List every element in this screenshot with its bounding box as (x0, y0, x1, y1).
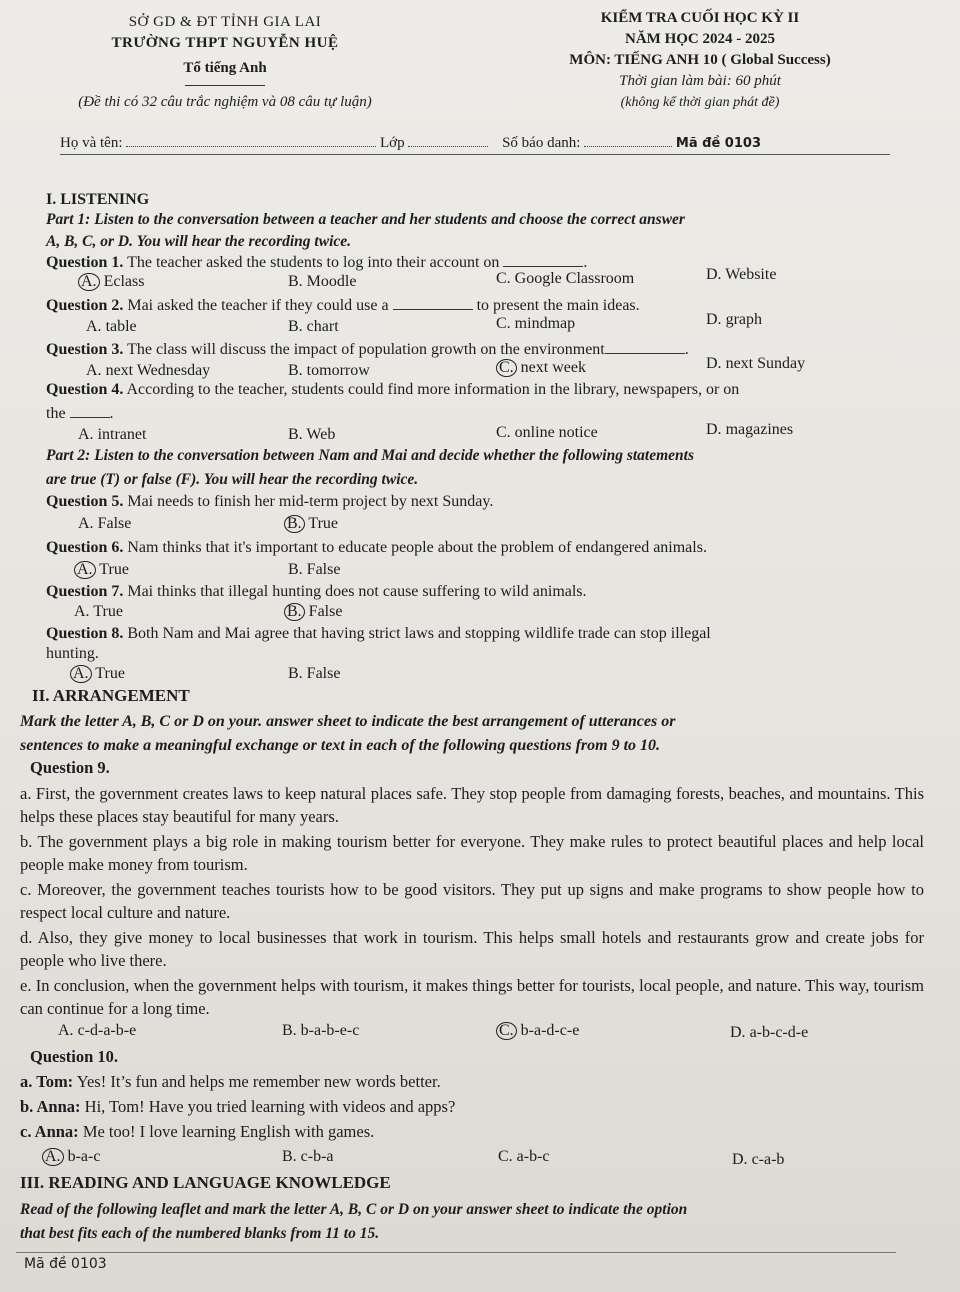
q7-option-a[interactable]: A. True (74, 603, 123, 620)
footer-exam-code: Mã đề 0103 (24, 1256, 107, 1272)
name-label: Họ và tên: (60, 135, 123, 151)
header-divider (185, 85, 265, 86)
arrangement-instruction-2: sentences to make a meaningful exchange or text in each of the following questions from 9 to 10. (20, 737, 661, 754)
q10-option-d[interactable]: D. c-a-b (732, 1151, 785, 1168)
school-name: TRƯỜNG THPT NGUYỄN HUỆ (111, 35, 339, 51)
reading-instruction-1: Read of the following leaflet and mark the letter A, B, C or D on your answer sheet to indicate the option (20, 1201, 688, 1218)
q6-option-a[interactable]: A. True (74, 561, 129, 579)
header-left (60, 12, 390, 113)
question-7: Question 7. Mai thinks that illegal hunting does not cause suffering to wild animals. (46, 583, 587, 600)
department: SỞ GD & ĐT TỈNH GIA LAI (128, 14, 322, 30)
q10-label: Question 10. (30, 1047, 119, 1066)
q1-option-a[interactable]: A. Eclass (78, 273, 144, 291)
q4-label: Question 4. (46, 381, 124, 398)
q4-option-b[interactable]: B. Web (288, 426, 336, 443)
arrangement-instruction-1: Mark the letter A, B, C or D on your. answer sheet to indicate the best arrangement of utterances or (20, 713, 676, 730)
section-arrangement-title: II. ARRANGEMENT (32, 686, 190, 705)
q2-option-a[interactable]: A. table (86, 318, 137, 335)
q9-option-c[interactable]: C. b-a-d-c-e (496, 1022, 579, 1040)
question-5: Question 5. Mai needs to finish her mid-term project by next Sunday. (46, 493, 494, 510)
q4-text: According to the teacher, students could find more information in the library, newspapers, or on (126, 381, 740, 398)
q9-option-b[interactable]: B. b-a-b-e-c (282, 1022, 360, 1039)
q3-option-d[interactable]: D. next Sunday (706, 355, 806, 372)
q2-option-b[interactable]: B. chart (288, 318, 339, 335)
q10-option-b[interactable]: B. c-b-a (282, 1148, 334, 1165)
header-right (490, 8, 910, 113)
time-note: (không kể thời gian phát đề) (620, 95, 780, 110)
exam-code: Mã đề 0103 (675, 136, 761, 151)
q1-option-d[interactable]: D. Website (706, 266, 777, 283)
id-field[interactable] (584, 134, 672, 147)
q3-option-c[interactable]: C. next week (496, 359, 586, 377)
q4-option-c[interactable]: C. online notice (496, 424, 598, 441)
q3-label: Question 3. (46, 341, 124, 358)
q9-option-d[interactable]: D. a-b-c-d-e (730, 1024, 809, 1041)
q2-text: Mai asked the teacher if they could use a (127, 297, 389, 314)
question-3: Question 3. The class will discuss the impact of population growth on the environment . (46, 341, 689, 358)
q9-label: Question 9. (30, 758, 110, 777)
footer-divider (16, 1252, 896, 1253)
q9-sentence-d: d. Also, they give money to local businesses that work in tourism. This helps small hotels and restaurants grow and create jobs for people who live there. (20, 928, 924, 970)
q10-line-a: a. Tom: Yes! It’s fun and helps me remember new words better. (20, 1072, 441, 1091)
reading-instruction-2: that best fits each of the numbered blanks from 11 to 15. (20, 1225, 380, 1242)
q4-option-a[interactable]: A. intranet (78, 426, 147, 443)
question-8: Question 8. Both Nam and Mai agree that having strict laws and stopping wildlife trade can stop illegal (46, 625, 711, 642)
question-4 (46, 380, 922, 400)
q8-option-a[interactable]: A. True (70, 665, 125, 683)
student-info-line (60, 134, 890, 155)
q10-line-b: b. Anna: Hi, Tom! Have you tried learning with videos and apps? (20, 1097, 456, 1116)
q3-text: The class will discuss the impact of population growth on the environment (127, 341, 605, 358)
q9-sentence-c: c. Moreover, the government teaches tourists how to be good visitors. They put up signs and make programs to show people how to respect local culture and nature. (20, 880, 924, 922)
part2-instruction-2: are true (T) or false (F). You will hear the recording twice. (46, 471, 419, 488)
exam-title: KIỂM TRA CUỐI HỌC KỲ II (600, 10, 800, 26)
student-info (60, 134, 890, 155)
part1-instruction-1: Part 1: Listen to the conversation between a teacher and her students and choose the correct answer (46, 211, 685, 228)
q1-option-b[interactable]: B. Moodle (288, 273, 357, 290)
q3-blank (605, 341, 685, 354)
name-field[interactable] (126, 134, 376, 147)
q9-sentence-b: b. The government plays a big role in making tourism better for everyone. They make rules to protect beautiful places and help local people make money from tourism. (20, 832, 924, 874)
q4-option-d[interactable]: D. magazines (706, 421, 794, 438)
subject: MÔN: TIẾNG ANH 10 ( Global Success) (569, 52, 831, 68)
question-1: Question 1. The teacher asked the students to log into their account on . (46, 254, 588, 271)
q4-blank (70, 405, 110, 418)
q1-label: Question 1. (46, 254, 124, 271)
q2-option-c[interactable]: C. mindmap (496, 315, 576, 332)
section-reading-title: III. READING AND LANGUAGE KNOWLEDGE (20, 1173, 391, 1192)
q5-option-a[interactable]: A. False (78, 515, 132, 532)
q3-option-a[interactable]: A. next Wednesday (86, 362, 211, 379)
q6-option-b[interactable]: B. False (288, 561, 341, 578)
q2-label: Question 2. (46, 297, 124, 314)
q2-blank (393, 297, 473, 310)
exam-structure-note: (Đề thi có 32 câu trắc nghiệm và 08 câu tự luận) (78, 94, 372, 110)
q10-line-c: c. Anna: Me too! I love learning English with games. (20, 1122, 375, 1141)
school-year: NĂM HỌC 2024 - 2025 (625, 31, 775, 47)
class-field[interactable] (408, 134, 488, 147)
q10-option-c[interactable]: C. a-b-c (498, 1148, 550, 1165)
group-name: Tổ tiếng Anh (183, 60, 267, 76)
q7-option-b[interactable]: B. False (284, 603, 342, 621)
q9-sentence-a: a. First, the government creates laws to keep natural places safe. They stop people from damaging forests, beaches, and mountains. This helps these places stay beautiful for many years. (20, 784, 924, 826)
section-listening-title: I. LISTENING (46, 191, 150, 208)
time-limit: Thời gian làm bài: 60 phút (619, 73, 781, 89)
question-6: Question 6. Nam thinks that it's important to educate people about the problem of endangered animals. (46, 539, 707, 556)
q10-option-a[interactable]: A. b-a-c (42, 1148, 100, 1166)
q1-option-c[interactable]: C. Google Classroom (496, 270, 635, 287)
q9-sentence-e: e. In conclusion, when the government helps with tourism, it makes things better for tourists, local people, and nature. This way, tourism can continue for a long time. (20, 976, 924, 1018)
question-2: Question 2. Mai asked the teacher if they could use a to present the main ideas. (46, 297, 640, 314)
q2-option-d[interactable]: D. graph (706, 311, 762, 328)
question-8-cont: hunting. (46, 645, 99, 662)
q8-option-b[interactable]: B. False (288, 665, 341, 682)
question-4-cont: the . (46, 405, 114, 422)
q3-option-b[interactable]: B. tomorrow (288, 362, 370, 379)
q5-option-b[interactable]: B. True (284, 515, 338, 533)
part2-instruction-1: Part 2: Listen to the conversation between Nam and Mai and decide whether the following statements (46, 447, 694, 464)
class-label: Lớp (379, 135, 405, 151)
part1-instruction-2: A, B, C, or D. You will hear the recording twice. (46, 233, 352, 250)
q1-text: The teacher asked the students to log into their account on (127, 254, 500, 271)
q1-blank (503, 254, 583, 267)
q9-option-a[interactable]: A. c-d-a-b-e (58, 1022, 137, 1039)
id-label: Số báo danh: (502, 135, 581, 151)
